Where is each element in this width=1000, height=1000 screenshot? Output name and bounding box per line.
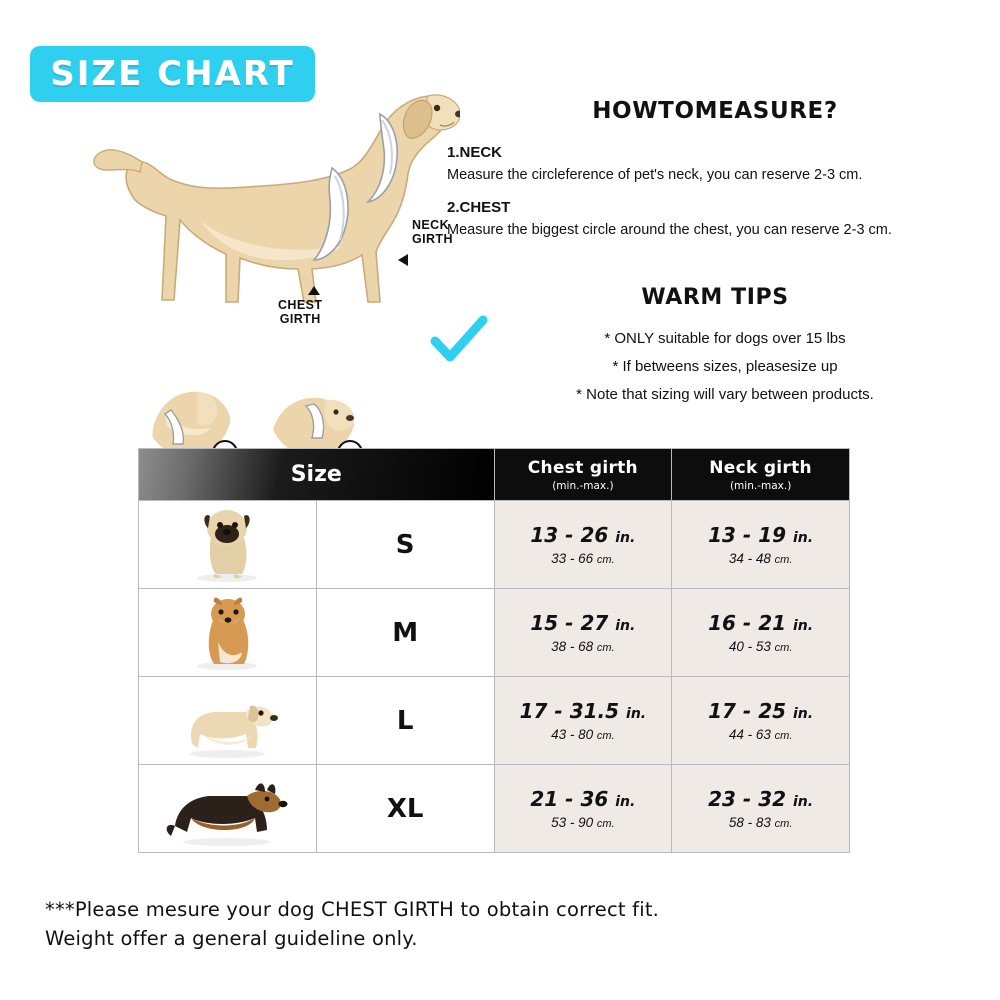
- measure-heading-neck: 1.NECK: [447, 144, 503, 161]
- warm-tips-title: WARM TIPS: [641, 285, 789, 310]
- dog-illustration-area: [60, 40, 460, 440]
- dog-photo-pug: [139, 501, 317, 589]
- size-table-wrapper: [138, 448, 850, 853]
- neck-girth-arrow-icon: [398, 254, 408, 266]
- chest-girth-arrow-icon: [308, 286, 320, 295]
- table-cell-size: L: [316, 677, 494, 765]
- dog-photo-german-shepherd: [139, 765, 317, 853]
- table-header-chest-girth: Chest girth (min.-max.): [494, 449, 672, 501]
- footer-note: [45, 895, 975, 954]
- chest-girth-label: CHEST GIRTH: [278, 298, 323, 327]
- table-cell-size: M: [316, 589, 494, 677]
- size-table: [138, 448, 850, 853]
- banner-title: SIZE CHART: [50, 54, 295, 94]
- warm-tip-item: * If betweens sizes, pleasesize up: [612, 357, 838, 375]
- table-cell-chest-girth: 13 - 26 in. 33 - 66 cm.: [494, 501, 672, 589]
- how-to-measure-title: HOWTOMEASURE?: [592, 98, 838, 124]
- measure-text-chest: Measure the biggest circle around the chest, you can reserve 2-3 cm.: [447, 221, 892, 238]
- table-cell-neck-girth: 13 - 19 in. 34 - 48 cm.: [672, 501, 850, 589]
- labrador-side-view-illustration: [80, 50, 460, 350]
- footer-line-1: ***Please mesure your dog CHEST GIRTH to obtain correct fit.: [45, 898, 660, 921]
- table-header-neck-girth: Neck girth (min.-max.): [672, 449, 850, 501]
- warm-tip-item: * Note that sizing will vary between products.: [576, 385, 874, 403]
- table-cell-chest-girth: 15 - 27 in. 38 - 68 cm.: [494, 589, 672, 677]
- table-row: [139, 501, 850, 589]
- table-cell-neck-girth: 16 - 21 in. 40 - 53 cm.: [672, 589, 850, 677]
- check-icon: [430, 315, 488, 367]
- table-cell-size: S: [316, 501, 494, 589]
- warm-tips-list: [500, 325, 950, 408]
- neck-girth-label: NECK GIRTH: [412, 218, 453, 247]
- dog-photo-labrador: [139, 677, 317, 765]
- table-row: [139, 765, 850, 853]
- table-row: [139, 677, 850, 765]
- footer-line-2: Weight offer a general guideline only.: [45, 927, 418, 951]
- measure-heading-chest: 2.CHEST: [447, 198, 511, 216]
- table-header-size: Size: [139, 449, 495, 501]
- table-header-row: [139, 449, 850, 501]
- how-to-measure-block: [447, 140, 987, 240]
- table-cell-neck-girth: 17 - 25 in. 44 - 63 cm.: [672, 677, 850, 765]
- table-cell-chest-girth: 17 - 31.5 in. 43 - 80 cm.: [494, 677, 672, 765]
- measure-text-neck: Measure the circleference of pet's neck, you can reserve 2-3 cm.: [447, 167, 863, 183]
- table-cell-neck-girth: 23 - 32 in. 58 - 83 cm.: [672, 765, 850, 853]
- table-row: [139, 589, 850, 677]
- warm-tip-item: * ONLY suitable for dogs over 15 lbs: [604, 330, 846, 347]
- table-cell-size: XL: [316, 765, 494, 853]
- table-cell-chest-girth: 21 - 36 in. 53 - 90 cm.: [494, 765, 672, 853]
- dog-photo-shiba: [139, 589, 317, 677]
